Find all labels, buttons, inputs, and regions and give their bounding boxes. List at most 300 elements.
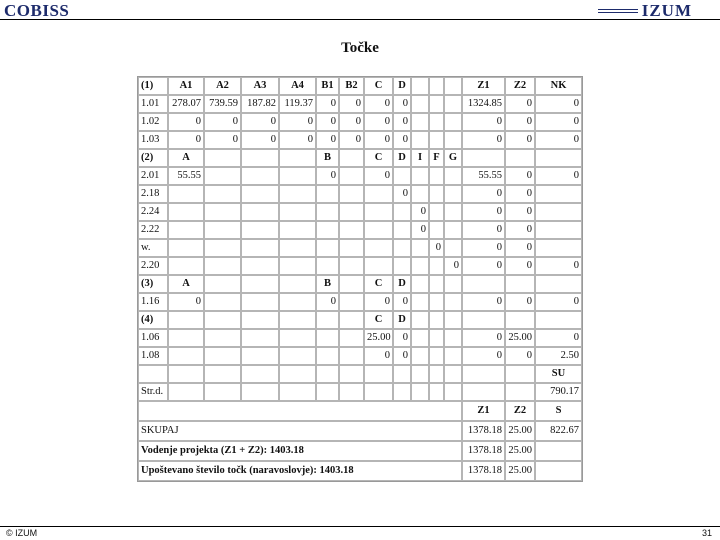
copyright-text: © IZUM <box>6 528 38 538</box>
row-label-cell: (1) <box>138 77 168 95</box>
value-cell: SU <box>535 365 582 383</box>
value-cell <box>444 185 462 203</box>
value-cell: Z1 <box>462 77 505 95</box>
value-cell <box>339 311 364 329</box>
summary-z1-value: 1378.18 <box>462 421 505 441</box>
value-cell <box>411 293 429 311</box>
value-cell: 0 <box>411 221 429 239</box>
value-cell: 0 <box>241 131 279 149</box>
value-cell <box>535 149 582 167</box>
row-label-cell: Str.d. <box>138 383 168 401</box>
value-cell: 790.17 <box>535 383 582 401</box>
value-cell: 0 <box>364 95 393 113</box>
table-row <box>138 239 582 257</box>
value-cell <box>241 149 279 167</box>
value-cell: 0 <box>393 185 411 203</box>
table-row <box>138 167 582 185</box>
value-cell: 0 <box>505 185 535 203</box>
value-cell: 0 <box>505 293 535 311</box>
value-cell <box>535 311 582 329</box>
value-cell <box>444 365 462 383</box>
value-cell <box>339 275 364 293</box>
value-cell <box>505 311 535 329</box>
value-cell: 0 <box>505 167 535 185</box>
value-cell <box>429 221 444 239</box>
value-cell <box>429 185 444 203</box>
value-cell: 55.55 <box>168 167 204 185</box>
table-row <box>138 293 582 311</box>
value-cell: 0 <box>279 113 316 131</box>
value-cell <box>429 167 444 185</box>
value-cell <box>204 203 241 221</box>
value-cell <box>316 185 339 203</box>
value-cell <box>535 203 582 221</box>
value-cell <box>241 239 279 257</box>
value-cell <box>411 329 429 347</box>
value-cell <box>204 311 241 329</box>
value-cell: G <box>444 149 462 167</box>
value-cell <box>462 383 505 401</box>
value-cell <box>364 383 393 401</box>
value-cell <box>279 257 316 275</box>
row-label-cell: w. <box>138 239 168 257</box>
value-cell: 0 <box>393 293 411 311</box>
summary-row <box>138 441 582 461</box>
value-cell <box>411 365 429 383</box>
value-cell <box>316 365 339 383</box>
value-cell <box>279 221 316 239</box>
value-cell <box>279 365 316 383</box>
table-row <box>138 77 582 95</box>
value-cell <box>204 167 241 185</box>
summary-z1-value: 1378.18 <box>462 441 505 461</box>
table-row <box>138 113 582 131</box>
value-cell: 0 <box>168 293 204 311</box>
value-cell <box>339 185 364 203</box>
value-cell: 0 <box>505 221 535 239</box>
summary-row <box>138 421 582 441</box>
value-cell <box>339 329 364 347</box>
value-cell <box>429 203 444 221</box>
table-row <box>138 275 582 293</box>
value-cell <box>444 95 462 113</box>
value-cell <box>339 293 364 311</box>
value-cell: 55.55 <box>462 167 505 185</box>
value-cell <box>411 383 429 401</box>
value-cell: 0 <box>393 113 411 131</box>
value-cell: B1 <box>316 77 339 95</box>
value-cell <box>411 131 429 149</box>
row-label-cell: 2.22 <box>138 221 168 239</box>
value-cell <box>316 311 339 329</box>
value-cell: 187.82 <box>241 95 279 113</box>
header-rule <box>0 19 720 20</box>
value-cell <box>241 311 279 329</box>
value-cell <box>393 203 411 221</box>
value-cell <box>241 257 279 275</box>
value-cell <box>364 257 393 275</box>
value-cell: 0 <box>364 167 393 185</box>
value-cell: 0 <box>429 239 444 257</box>
row-label-cell: 1.01 <box>138 95 168 113</box>
value-cell: 0 <box>462 239 505 257</box>
value-cell <box>444 383 462 401</box>
value-cell <box>444 113 462 131</box>
value-cell <box>462 275 505 293</box>
row-label-cell: 2.01 <box>138 167 168 185</box>
value-cell: 0 <box>364 131 393 149</box>
value-cell: 0 <box>462 131 505 149</box>
value-cell <box>339 203 364 221</box>
value-cell: 0 <box>393 347 411 365</box>
value-cell <box>279 167 316 185</box>
value-cell: 0 <box>505 239 535 257</box>
value-cell: 0 <box>505 131 535 149</box>
value-cell <box>279 383 316 401</box>
summary-s-value <box>535 461 582 481</box>
value-cell <box>279 329 316 347</box>
cobiss-logo: COBISS <box>4 1 70 20</box>
value-cell <box>393 383 411 401</box>
value-cell: 25.00 <box>505 329 535 347</box>
value-cell: 0 <box>339 131 364 149</box>
value-cell: 0 <box>535 113 582 131</box>
value-cell: 0 <box>535 95 582 113</box>
row-label-cell: 1.08 <box>138 347 168 365</box>
summary-label: SKUPAJ <box>138 421 462 441</box>
value-cell <box>411 239 429 257</box>
row-label-cell: (4) <box>138 311 168 329</box>
value-cell <box>168 347 204 365</box>
value-cell <box>411 275 429 293</box>
summary-z2-header: Z2 <box>505 401 535 421</box>
value-cell <box>393 239 411 257</box>
value-cell <box>241 275 279 293</box>
value-cell <box>168 311 204 329</box>
izum-logo-bar-left <box>598 9 638 13</box>
summary-s-header: S <box>535 401 582 421</box>
value-cell <box>535 185 582 203</box>
value-cell <box>505 149 535 167</box>
value-cell: 0 <box>462 329 505 347</box>
summary-label: Upoštevano število točk (naravoslovje): 1403.18 <box>138 461 462 481</box>
value-cell <box>429 275 444 293</box>
value-cell: 0 <box>168 113 204 131</box>
value-cell <box>316 239 339 257</box>
value-cell <box>339 167 364 185</box>
table-row <box>138 329 582 347</box>
value-cell: 278.07 <box>168 95 204 113</box>
izum-logo <box>598 1 692 21</box>
value-cell <box>279 239 316 257</box>
value-cell <box>364 221 393 239</box>
value-cell <box>393 365 411 383</box>
value-cell <box>241 347 279 365</box>
value-cell <box>535 275 582 293</box>
value-cell: A2 <box>204 77 241 95</box>
value-cell <box>168 257 204 275</box>
value-cell <box>535 239 582 257</box>
value-cell <box>204 239 241 257</box>
value-cell: 0 <box>444 257 462 275</box>
value-cell <box>444 329 462 347</box>
value-cell <box>339 383 364 401</box>
value-cell <box>393 221 411 239</box>
value-cell: 0 <box>462 257 505 275</box>
table-row <box>138 149 582 167</box>
row-label-cell: 1.06 <box>138 329 168 347</box>
value-cell <box>444 77 462 95</box>
value-cell <box>241 365 279 383</box>
value-cell <box>429 311 444 329</box>
value-cell: 0 <box>316 95 339 113</box>
value-cell: A4 <box>279 77 316 95</box>
row-label-cell: 1.02 <box>138 113 168 131</box>
summary-header-row <box>138 401 582 421</box>
value-cell: A <box>168 149 204 167</box>
value-cell <box>429 347 444 365</box>
value-cell: 0 <box>462 203 505 221</box>
value-cell: A1 <box>168 77 204 95</box>
value-cell: C <box>364 275 393 293</box>
value-cell <box>444 203 462 221</box>
table-row <box>138 221 582 239</box>
value-cell <box>535 221 582 239</box>
value-cell <box>339 257 364 275</box>
value-cell <box>444 221 462 239</box>
value-cell: 0 <box>339 113 364 131</box>
value-cell: 0 <box>204 113 241 131</box>
points-table <box>137 76 583 482</box>
value-cell <box>429 77 444 95</box>
value-cell <box>429 383 444 401</box>
value-cell: 0 <box>339 95 364 113</box>
value-cell: B2 <box>339 77 364 95</box>
value-cell: 0 <box>393 95 411 113</box>
value-cell <box>168 383 204 401</box>
table-row <box>138 365 582 383</box>
points-table-wrapper <box>137 76 581 482</box>
value-cell <box>411 311 429 329</box>
value-cell <box>444 239 462 257</box>
value-cell <box>505 365 535 383</box>
value-cell: 739.59 <box>204 95 241 113</box>
value-cell <box>279 311 316 329</box>
value-cell: C <box>364 77 393 95</box>
value-cell: 0 <box>316 293 339 311</box>
value-cell: 0 <box>393 131 411 149</box>
value-cell: 2.50 <box>535 347 582 365</box>
value-cell: 0 <box>535 131 582 149</box>
summary-z2-value: 25.00 <box>505 441 535 461</box>
footer-rule <box>0 526 720 527</box>
value-cell <box>316 221 339 239</box>
value-cell: 0 <box>411 203 429 221</box>
summary-z2-value: 25.00 <box>505 461 535 481</box>
value-cell: 0 <box>316 131 339 149</box>
value-cell: 25.00 <box>364 329 393 347</box>
value-cell <box>316 203 339 221</box>
value-cell <box>364 203 393 221</box>
value-cell <box>339 149 364 167</box>
row-label-cell: 2.18 <box>138 185 168 203</box>
row-label-cell <box>138 365 168 383</box>
value-cell <box>279 203 316 221</box>
value-cell <box>316 347 339 365</box>
izum-logo-text: IZUM <box>641 1 692 20</box>
value-cell <box>168 185 204 203</box>
value-cell <box>168 365 204 383</box>
value-cell <box>279 149 316 167</box>
value-cell: 0 <box>505 95 535 113</box>
value-cell <box>462 311 505 329</box>
row-label-cell: (2) <box>138 149 168 167</box>
value-cell <box>279 347 316 365</box>
row-label-cell: 1.16 <box>138 293 168 311</box>
value-cell <box>364 365 393 383</box>
value-cell: 0 <box>241 113 279 131</box>
summary-label: Vodenje projekta (Z1 + Z2): 1403.18 <box>138 441 462 461</box>
value-cell <box>444 311 462 329</box>
value-cell <box>316 383 339 401</box>
value-cell <box>241 167 279 185</box>
value-cell <box>168 203 204 221</box>
value-cell <box>204 185 241 203</box>
value-cell: 0 <box>535 257 582 275</box>
value-cell <box>241 329 279 347</box>
table-row <box>138 383 582 401</box>
value-cell: D <box>393 77 411 95</box>
value-cell <box>411 185 429 203</box>
value-cell <box>204 365 241 383</box>
value-cell <box>462 149 505 167</box>
value-cell: B <box>316 149 339 167</box>
value-cell <box>411 113 429 131</box>
value-cell: 0 <box>462 347 505 365</box>
value-cell: 0 <box>364 347 393 365</box>
value-cell: 0 <box>168 131 204 149</box>
value-cell: Z2 <box>505 77 535 95</box>
value-cell: A3 <box>241 77 279 95</box>
value-cell <box>316 257 339 275</box>
value-cell <box>411 347 429 365</box>
value-cell <box>339 239 364 257</box>
value-cell <box>462 365 505 383</box>
value-cell: A <box>168 275 204 293</box>
value-cell <box>168 221 204 239</box>
value-cell: 0 <box>364 113 393 131</box>
value-cell: 0 <box>279 131 316 149</box>
page-title: Točke <box>341 40 379 56</box>
value-cell <box>444 293 462 311</box>
table-row <box>138 311 582 329</box>
value-cell: 0 <box>505 113 535 131</box>
value-cell: 0 <box>535 329 582 347</box>
value-cell <box>444 347 462 365</box>
page-number: 31 <box>701 528 712 538</box>
value-cell <box>204 329 241 347</box>
value-cell <box>241 293 279 311</box>
value-cell <box>204 347 241 365</box>
value-cell <box>316 329 339 347</box>
value-cell <box>279 275 316 293</box>
value-cell: C <box>364 149 393 167</box>
summary-z1-value: 1378.18 <box>462 461 505 481</box>
value-cell: B <box>316 275 339 293</box>
value-cell: 0 <box>462 221 505 239</box>
value-cell: D <box>393 149 411 167</box>
value-cell <box>444 275 462 293</box>
value-cell: D <box>393 311 411 329</box>
value-cell: 0 <box>462 185 505 203</box>
value-cell: 0 <box>505 203 535 221</box>
value-cell: 0 <box>535 167 582 185</box>
value-cell: 1324.85 <box>462 95 505 113</box>
value-cell <box>204 383 241 401</box>
value-cell <box>241 383 279 401</box>
value-cell <box>339 365 364 383</box>
value-cell <box>204 221 241 239</box>
value-cell: C <box>364 311 393 329</box>
value-cell <box>204 275 241 293</box>
value-cell <box>505 275 535 293</box>
row-label-cell: 1.03 <box>138 131 168 149</box>
value-cell <box>429 329 444 347</box>
value-cell: 119.37 <box>279 95 316 113</box>
value-cell <box>168 239 204 257</box>
value-cell: 0 <box>316 167 339 185</box>
value-cell: 0 <box>505 347 535 365</box>
value-cell <box>279 185 316 203</box>
value-cell: 0 <box>364 293 393 311</box>
value-cell <box>241 221 279 239</box>
summary-row <box>138 461 582 481</box>
table-row <box>138 203 582 221</box>
value-cell <box>429 113 444 131</box>
summary-z1-header: Z1 <box>462 401 505 421</box>
value-cell <box>241 185 279 203</box>
table-row <box>138 185 582 203</box>
value-cell: 0 <box>316 113 339 131</box>
value-cell: 0 <box>393 329 411 347</box>
value-cell <box>411 257 429 275</box>
value-cell: 0 <box>462 113 505 131</box>
value-cell: 0 <box>462 293 505 311</box>
value-cell <box>429 365 444 383</box>
value-cell <box>429 257 444 275</box>
value-cell <box>429 131 444 149</box>
value-cell: I <box>411 149 429 167</box>
value-cell <box>279 293 316 311</box>
summary-z2-value: 25.00 <box>505 421 535 441</box>
value-cell <box>411 77 429 95</box>
value-cell: D <box>393 275 411 293</box>
value-cell <box>393 257 411 275</box>
row-label-cell: 2.20 <box>138 257 168 275</box>
value-cell <box>168 329 204 347</box>
row-label-cell: (3) <box>138 275 168 293</box>
value-cell <box>339 347 364 365</box>
value-cell <box>204 149 241 167</box>
value-cell <box>429 293 444 311</box>
summary-s-value <box>535 441 582 461</box>
value-cell <box>241 203 279 221</box>
row-label-cell: 2.24 <box>138 203 168 221</box>
value-cell: NK <box>535 77 582 95</box>
value-cell <box>204 293 241 311</box>
value-cell <box>505 383 535 401</box>
value-cell <box>411 95 429 113</box>
